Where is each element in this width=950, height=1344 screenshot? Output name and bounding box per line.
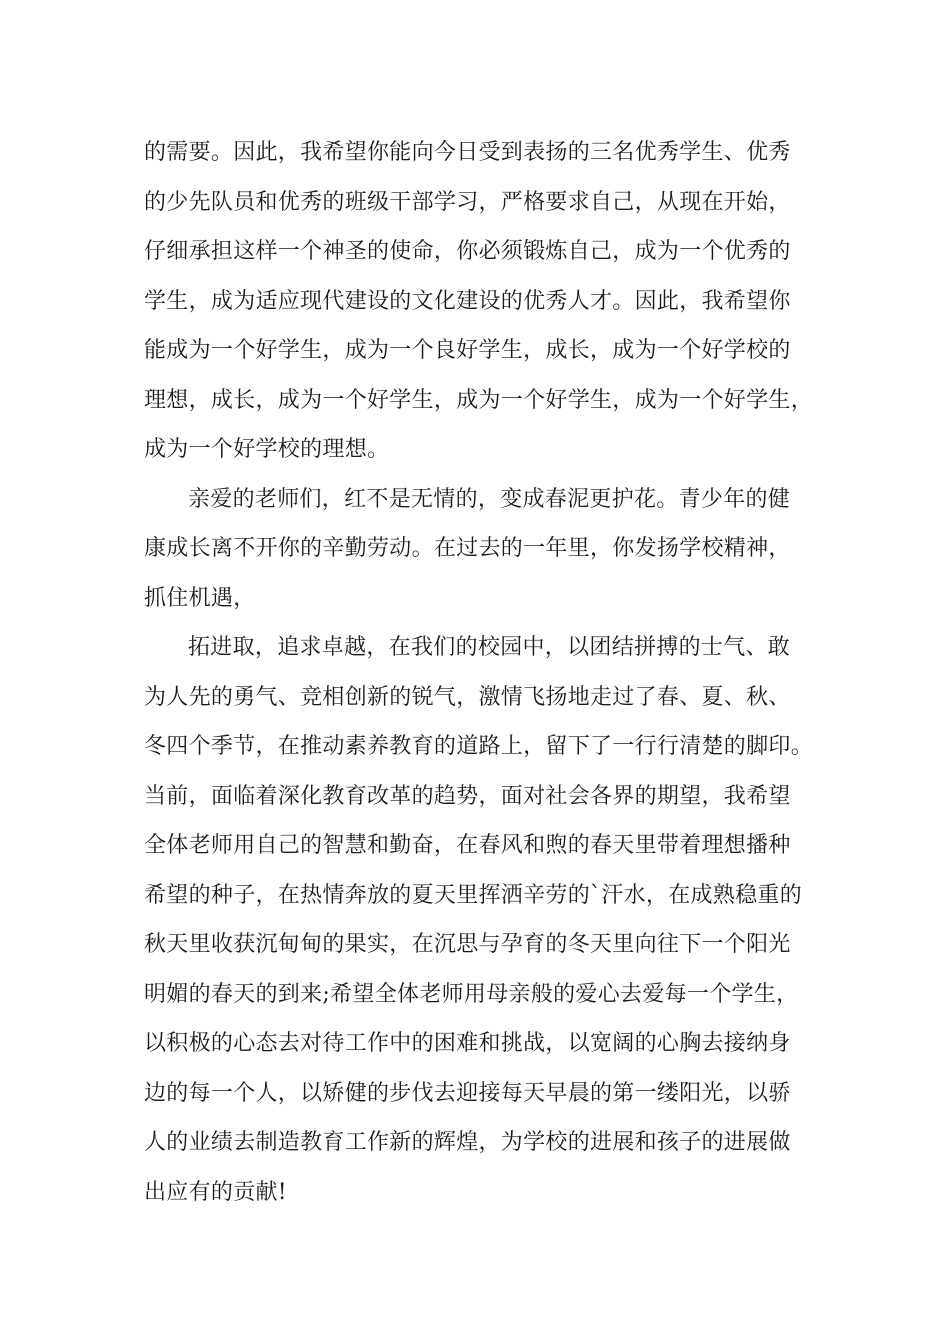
text-line: 秋天里收获沉甸甸的果实，在沉思与孕育的冬天里向往下一个阳光 bbox=[144, 932, 791, 957]
text-line: 抓住机遇， bbox=[144, 585, 256, 611]
text-line: 边的每一个人，以矫健的步伐去迎接每天早晨的第一缕阳光，以骄 bbox=[144, 1080, 791, 1106]
text-line: 全体老师用自己的智慧和勤奋，在春风和煦的春天里带着理想播种 bbox=[144, 833, 791, 858]
text-line: 学生，成为适应现代建设的文化建设的优秀人才。因此，我希望你 bbox=[144, 288, 791, 314]
text-line: 人的业绩去制造教育工作新的辉煌，为学校的进展和孩子的进展做 bbox=[144, 1130, 791, 1155]
text-line: 出应有的贡献! bbox=[144, 1179, 287, 1205]
text-line: 为人先的勇气、竞相创新的锐气，激情飞扬地走过了春、夏、秋、 bbox=[144, 684, 791, 710]
text-line: 成为一个好学校的理想。 bbox=[144, 437, 390, 462]
body-text bbox=[144, 128, 834, 1217]
text-line: 的需要。因此，我希望你能向今日受到表扬的三名优秀学生、优秀 bbox=[144, 140, 791, 165]
text-line: 以积极的心态去对待工作中的困难和挑战，以宽阔的心胸去接纳身 bbox=[144, 1031, 791, 1056]
text-line: 康成长离不开你的辛勤劳动。在过去的一年里，你发扬学校精神， bbox=[144, 536, 791, 561]
text-line: 理想，成长，成为一个好学生，成为一个好学生，成为一个好学生， bbox=[144, 387, 814, 413]
text-line: 当前，面临着深化教育改革的趋势，面对社会各界的期望，我希望 bbox=[144, 783, 791, 809]
text-line: 仔细承担这样一个神圣的使命，你必须锻炼自己，成为一个优秀的 bbox=[144, 239, 791, 264]
text-line: 的少先队员和优秀的班级干部学习，严格要求自己，从现在开始， bbox=[144, 189, 791, 215]
text-line: 能成为一个好学生，成为一个良好学生，成长，成为一个好学校的 bbox=[144, 338, 791, 363]
paragraph-start-line: 亲爱的老师们，红不是无情的，变成春泥更护花。青少年的健 bbox=[188, 486, 791, 512]
paragraph-start-line: 拓进取，追求卓越，在我们的校园中，以团结拼搏的士气、敢 bbox=[188, 635, 791, 660]
text-line: 明媚的春天的到来;希望全体老师用母亲般的爱心去爱每一个学生， bbox=[144, 981, 799, 1007]
text-line: 冬四个季节，在推动素养教育的道路上，留下了一行行清楚的脚印。 bbox=[144, 734, 814, 759]
text-line: 希望的种子，在热情奔放的夏天里挥洒辛劳的`汗水，在成熟稳重的 bbox=[144, 882, 803, 908]
